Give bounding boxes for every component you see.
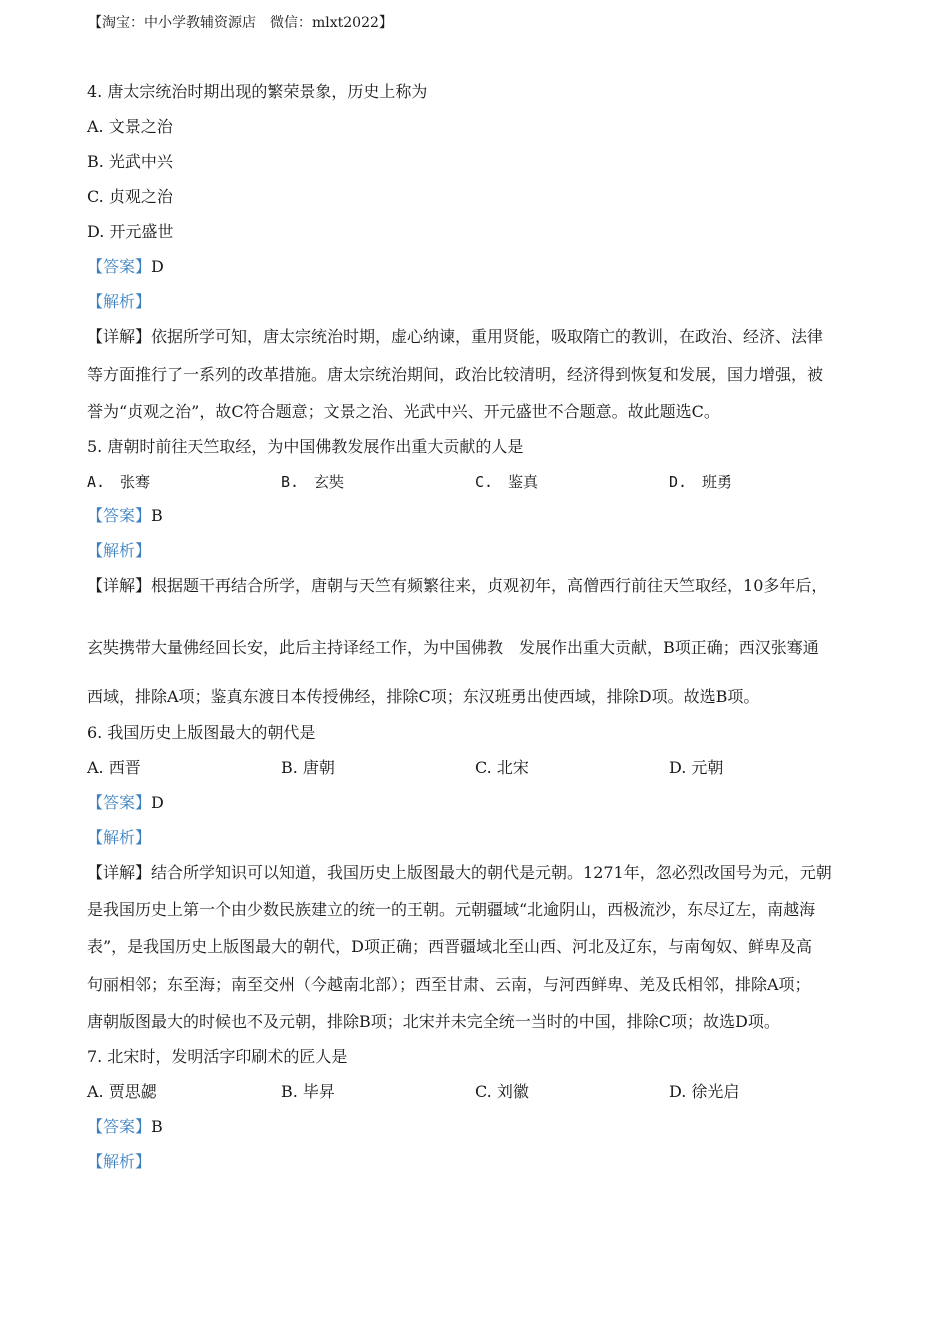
answer-label: 【答案】 xyxy=(87,1117,152,1136)
question-5-option-d: D. 班勇 xyxy=(669,473,733,491)
detail-text: 根据题干再结合所学，唐朝与天竺有频繁往来，贞观初年，高僧西行前往天竺取经，10多年后， xyxy=(151,576,828,595)
question-5-option-c: C. 鉴真 xyxy=(475,473,539,491)
question-6-detail-line-4: 句丽相邻；东至海；南至交州（今越南北部）；西至甘肃、云南，与河西鲜卑、羌及氐相邻，排除A项； xyxy=(87,975,811,994)
question-5-detail-line-3: 西域，排除A项；鉴真东渡日本传授佛经，排除C项；东汉班勇出使西域，排除D项。故选B项。 xyxy=(87,687,760,706)
question-5-analysis-label: 【解析】 xyxy=(87,541,152,560)
question-6-detail-line-3: 表”，是我国历史上版图最大的朝代，D项正确；西晋疆域北至山西、河北及辽东，与南匈奴、鲜卑及高 xyxy=(87,937,813,956)
question-6-option-a: A. 西晋 xyxy=(87,758,141,777)
question-6-option-c: C. 北宋 xyxy=(475,758,529,777)
question-7-analysis-label: 【解析】 xyxy=(87,1152,152,1171)
question-4-option-b: B. 光武中兴 xyxy=(87,152,173,171)
question-6-analysis-label: 【解析】 xyxy=(87,828,152,847)
question-6-option-d: D. 元朝 xyxy=(669,758,724,777)
question-4-detail-line-2: 等方面推行了一系列的改革措施。唐太宗统治期间，政治比较清明，经济得到恢复和发展，国力增强，被 xyxy=(87,365,824,384)
question-6-stem: 6. 我国历史上版图最大的朝代是 xyxy=(87,723,316,742)
question-7-option-b: B. 毕昇 xyxy=(281,1082,335,1101)
question-6-detail-line-1 xyxy=(87,862,832,884)
question-6-detail-line-2: 是我国历史上第一个由少数民族建立的统一的王朝。元朝疆域“北逾阴山，西极流沙，东尽辽左，南越海 xyxy=(87,900,816,919)
detail-text: 结合所学知识可以知道，我国历史上版图最大的朝代是元朝。1271年，忽必烈改国号为元，元朝 xyxy=(151,863,832,882)
answer-value: D xyxy=(151,257,164,276)
question-7-option-d: D. 徐光启 xyxy=(669,1082,740,1101)
question-5-stem: 5. 唐朝时前往天竺取经，为中国佛教发展作出重大贡献的人是 xyxy=(87,437,524,456)
detail-label: 【详解】 xyxy=(87,576,152,595)
question-5-option-b: B. 玄奘 xyxy=(281,473,345,491)
question-4-option-c: C. 贞观之治 xyxy=(87,187,173,206)
detail-label: 【详解】 xyxy=(87,327,152,346)
question-6-answer xyxy=(87,792,164,814)
question-5-detail-line-1 xyxy=(87,575,827,597)
question-6-detail-line-5: 唐朝版图最大的时候也不及元朝，排除B项；北宋并未完全统一当时的中国，排除C项；故选D项。 xyxy=(87,1012,780,1031)
question-7-stem: 7. 北宋时，发明活字印刷术的匠人是 xyxy=(87,1047,348,1066)
answer-value: B xyxy=(151,506,163,525)
question-4-option-a: A. 文景之治 xyxy=(87,117,173,136)
question-7-option-a: A. 贾思勰 xyxy=(87,1082,157,1101)
answer-value: D xyxy=(151,793,164,812)
question-6-option-b: B. 唐朝 xyxy=(281,758,335,777)
question-4-detail-line-3: 誉为“贞观之治”，故C符合题意；文景之治、光武中兴、开元盛世不合题意。故此题选C。 xyxy=(87,402,720,421)
question-5-answer xyxy=(87,505,163,527)
question-7-option-c: C. 刘徽 xyxy=(475,1082,529,1101)
question-4-analysis-label: 【解析】 xyxy=(87,292,152,311)
question-7-answer xyxy=(87,1116,163,1138)
detail-text: 依据所学可知，唐太宗统治时期，虚心纳谏，重用贤能，吸取隋亡的教训，在政治、经济、法律 xyxy=(151,327,824,346)
question-4-answer xyxy=(87,256,164,278)
question-5-detail-line-2: 玄奘携带大量佛经回长安，此后主持译经工作，为中国佛教 发展作出重大贡献，B项正确；西汉张骞通 xyxy=(87,638,819,657)
detail-label: 【详解】 xyxy=(87,863,152,882)
question-5-option-a: A. 张骞 xyxy=(87,473,151,491)
question-4-detail-line-1 xyxy=(87,326,823,348)
answer-label: 【答案】 xyxy=(87,793,152,812)
page-header: 【淘宝：中小学教辅资源店 微信：mlxt2022】 xyxy=(88,15,393,31)
answer-value: B xyxy=(151,1117,163,1136)
question-4-stem: 4. 唐太宗统治时期出现的繁荣景象，历史上称为 xyxy=(87,82,428,101)
question-4-option-d: D. 开元盛世 xyxy=(87,222,174,241)
answer-label: 【答案】 xyxy=(87,506,152,525)
answer-label: 【答案】 xyxy=(87,257,152,276)
